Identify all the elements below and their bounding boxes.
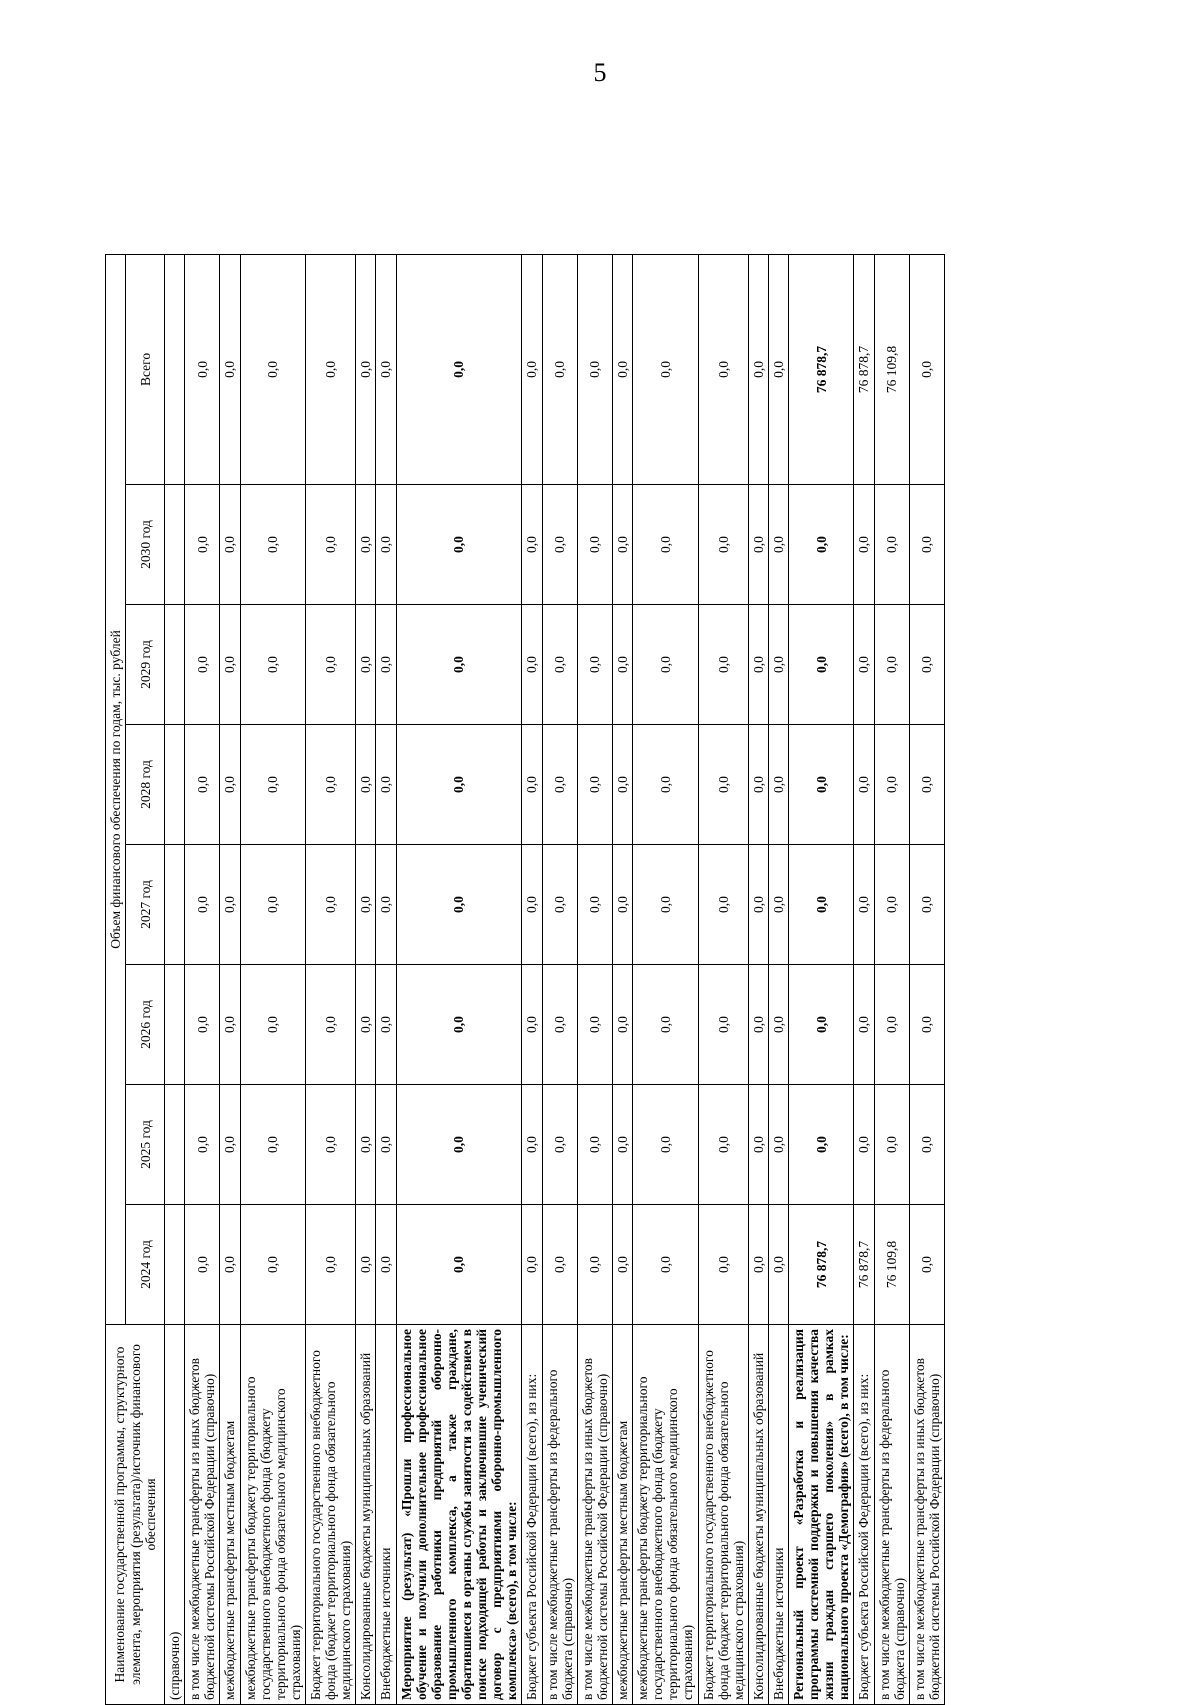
year-header-cell: 2026 год: [126, 965, 165, 1085]
row-name-cell: межбюджетные трансферты бюджету территориального государственного внебюджетного фонда (бюджету территориального фонда обязательного медицинского страхования): [240, 1325, 305, 1705]
row-value-cell: 0,0: [356, 1085, 376, 1205]
row-total-cell: 0,0: [768, 254, 788, 484]
row-value-cell: 0,0: [698, 605, 748, 725]
row-value-cell: 0,0: [633, 605, 698, 725]
table-row: [577, 254, 612, 1704]
row-value-cell: 0,0: [220, 485, 240, 605]
row-value-cell: 0,0: [909, 845, 944, 965]
table-row: [698, 254, 748, 1704]
row-value-cell: 0,0: [305, 1085, 355, 1205]
row-value-cell: 0,0: [874, 605, 909, 725]
row-value-cell: 0,0: [909, 725, 944, 845]
row-value-cell: 0,0: [874, 485, 909, 605]
row-name-cell: Мероприятие (результат) «Прошли профессиональное обучение и получили дополнительное профессиональное образование работники предприятий оборонно-промышленного комплекса, а также граждане, обратившиеся в органы службы занятости за содействием в поиске подходящей работы и заключившие ученический договор с предприятиями оборонно-промышленного комплекса» (всего), в том числе:: [396, 1325, 522, 1705]
row-value-cell: 0,0: [698, 965, 748, 1085]
row-name-cell: межбюджетные трансферты бюджету территориального государственного внебюджетного фонда (бюджету территориального фонда обязательного медицинского страхования): [633, 1325, 698, 1705]
row-name-cell: в том числе межбюджетные трансферты из иных бюджетов бюджетной системы Российской Федерации (справочно): [185, 1325, 220, 1705]
row-total-cell: 76 878,7: [854, 254, 874, 484]
row-value-cell: 0,0: [356, 485, 376, 605]
row-total-cell: 0,0: [748, 254, 768, 484]
row-value-cell: 0,0: [240, 725, 305, 845]
row-value-cell: 0,0: [522, 605, 542, 725]
row-value-cell: 0,0: [874, 845, 909, 965]
row-value-cell: 0,0: [185, 605, 220, 725]
row-value-cell: 0,0: [768, 1205, 788, 1325]
table-row: [220, 254, 240, 1704]
row-value-cell: 0,0: [633, 965, 698, 1085]
table-row: [633, 254, 698, 1704]
table-row: [356, 254, 376, 1704]
row-value-cell: 0,0: [522, 965, 542, 1085]
row-value-cell: [165, 605, 185, 725]
year-header-cell: 2029 год: [126, 605, 165, 725]
row-value-cell: 0,0: [577, 965, 612, 1085]
row-value-cell: 0,0: [376, 1085, 396, 1205]
row-name-cell: в том числе межбюджетные трансферты из иных бюджетов бюджетной системы Российской Федерации (справочно): [909, 1325, 944, 1705]
table-row: [396, 254, 522, 1704]
row-value-cell: 0,0: [633, 485, 698, 605]
row-value-cell: 0,0: [396, 485, 522, 605]
table-row: [522, 254, 542, 1704]
row-value-cell: 0,0: [240, 1205, 305, 1325]
row-value-cell: 0,0: [542, 485, 577, 605]
row-value-cell: 0,0: [356, 725, 376, 845]
year-header-cell: 2024 год: [126, 1205, 165, 1325]
row-value-cell: 0,0: [633, 725, 698, 845]
row-value-cell: 0,0: [542, 845, 577, 965]
row-total-cell: 76 109,8: [874, 254, 909, 484]
row-value-cell: 0,0: [356, 965, 376, 1085]
row-value-cell: 0,0: [577, 485, 612, 605]
row-value-cell: 0,0: [542, 605, 577, 725]
row-value-cell: 0,0: [612, 965, 632, 1085]
page-number: 5: [593, 58, 607, 87]
row-value-cell: 0,0: [220, 845, 240, 965]
row-name-cell: Региональный проект «Разработка и реализация программы системной поддержки и повышения качества жизни граждан старшего поколения» в рамках национального проекта «Демография» (всего), в том числе:: [789, 1325, 854, 1705]
year-header-cell: 2028 год: [126, 725, 165, 845]
row-value-cell: 0,0: [542, 965, 577, 1085]
row-total-cell: 0,0: [396, 254, 522, 484]
row-total-cell: 0,0: [633, 254, 698, 484]
row-name-cell: межбюджетные трансферты местным бюджетам: [612, 1325, 632, 1705]
table-row: [305, 254, 355, 1704]
row-name-cell: Консолидированные бюджеты муниципальных образований: [748, 1325, 768, 1705]
row-value-cell: 0,0: [854, 845, 874, 965]
row-value-cell: 0,0: [220, 1085, 240, 1205]
row-value-cell: 0,0: [522, 1205, 542, 1325]
row-total-cell: 76 878,7: [789, 254, 854, 484]
row-total-cell: 0,0: [612, 254, 632, 484]
row-value-cell: 0,0: [854, 485, 874, 605]
row-value-cell: 0,0: [240, 1085, 305, 1205]
row-value-cell: 0,0: [305, 845, 355, 965]
row-value-cell: 0,0: [185, 965, 220, 1085]
row-value-cell: 0,0: [854, 1085, 874, 1205]
row-value-cell: 0,0: [376, 485, 396, 605]
row-name-cell: Внебюджетные источники: [768, 1325, 788, 1705]
row-name-cell: Бюджет территориального государственного внебюджетного фонда (бюджет территориального фонда обязательного медицинского страхования): [698, 1325, 748, 1705]
row-total-cell: 0,0: [542, 254, 577, 484]
row-value-cell: 0,0: [748, 1085, 768, 1205]
row-value-cell: 0,0: [185, 1205, 220, 1325]
row-total-cell: 0,0: [240, 254, 305, 484]
row-value-cell: 0,0: [909, 605, 944, 725]
row-value-cell: 0,0: [240, 485, 305, 605]
row-value-cell: 0,0: [768, 605, 788, 725]
row-total-cell: 0,0: [522, 254, 542, 484]
row-value-cell: 0,0: [789, 605, 854, 725]
row-total-cell: 0,0: [698, 254, 748, 484]
row-name-cell: Внебюджетные источники: [376, 1325, 396, 1705]
row-value-cell: 0,0: [909, 965, 944, 1085]
row-value-cell: 76 878,7: [789, 1205, 854, 1325]
row-value-cell: 0,0: [396, 965, 522, 1085]
row-value-cell: 0,0: [698, 485, 748, 605]
row-value-cell: 0,0: [522, 725, 542, 845]
row-value-cell: 0,0: [612, 485, 632, 605]
row-value-cell: 0,0: [240, 605, 305, 725]
table-row: [185, 254, 220, 1704]
row-value-cell: 0,0: [376, 1205, 396, 1325]
row-value-cell: 0,0: [185, 845, 220, 965]
row-value-cell: 0,0: [698, 1205, 748, 1325]
row-value-cell: 0,0: [396, 725, 522, 845]
row-value-cell: 0,0: [577, 725, 612, 845]
row-value-cell: 0,0: [522, 485, 542, 605]
row-name-cell: в том числе межбюджетные трансферты из иных бюджетов бюджетной системы Российской Федерации (справочно): [577, 1325, 612, 1705]
row-value-cell: 0,0: [748, 1205, 768, 1325]
row-value-cell: 0,0: [240, 965, 305, 1085]
row-value-cell: 0,0: [874, 965, 909, 1085]
row-value-cell: [165, 1085, 185, 1205]
row-value-cell: 0,0: [396, 845, 522, 965]
table-row: [768, 254, 788, 1704]
row-name-cell: (справочно): [165, 1325, 185, 1705]
row-value-cell: 0,0: [220, 605, 240, 725]
row-value-cell: [165, 485, 185, 605]
row-value-cell: 0,0: [789, 845, 854, 965]
row-value-cell: 0,0: [577, 1085, 612, 1205]
row-value-cell: 0,0: [356, 845, 376, 965]
table-row: [376, 254, 396, 1704]
row-value-cell: 0,0: [577, 845, 612, 965]
row-value-cell: 0,0: [789, 485, 854, 605]
financing-table: [105, 254, 945, 1705]
row-name-cell: Бюджет субъекта Российской Федерации (всего), из них:: [854, 1325, 874, 1705]
row-value-cell: 76 878,7: [854, 1205, 874, 1325]
row-value-cell: 0,0: [789, 725, 854, 845]
row-value-cell: 0,0: [698, 845, 748, 965]
table-row: [612, 254, 632, 1704]
row-name-cell: Консолидированные бюджеты муниципальных образований: [356, 1325, 376, 1705]
row-name-cell: в том числе межбюджетные трансферты из федерального бюджета (справочно): [542, 1325, 577, 1705]
row-value-cell: 0,0: [577, 1205, 612, 1325]
row-value-cell: 0,0: [612, 1205, 632, 1325]
row-value-cell: 0,0: [305, 485, 355, 605]
row-value-cell: 0,0: [854, 725, 874, 845]
row-value-cell: 0,0: [612, 1085, 632, 1205]
row-value-cell: 0,0: [612, 845, 632, 965]
row-value-cell: 0,0: [748, 605, 768, 725]
table-row: [854, 254, 874, 1704]
row-value-cell: [165, 845, 185, 965]
row-total-cell: 0,0: [909, 254, 944, 484]
row-value-cell: 0,0: [768, 485, 788, 605]
row-value-cell: 0,0: [522, 1085, 542, 1205]
row-name-cell: в том числе межбюджетные трансферты из федерального бюджета (справочно): [874, 1325, 909, 1705]
row-total-cell: 0,0: [577, 254, 612, 484]
table-row: [542, 254, 577, 1704]
year-header-cell: 2027 год: [126, 845, 165, 965]
row-value-cell: 0,0: [633, 1205, 698, 1325]
row-value-cell: 0,0: [396, 605, 522, 725]
row-name-cell: Бюджет территориального государственного внебюджетного фонда (бюджет территориального фонда обязательного медицинского страхования): [305, 1325, 355, 1705]
row-value-cell: 0,0: [577, 605, 612, 725]
row-value-cell: 0,0: [305, 1205, 355, 1325]
row-value-cell: 0,0: [909, 485, 944, 605]
row-value-cell: 0,0: [874, 725, 909, 845]
row-value-cell: 0,0: [768, 725, 788, 845]
row-value-cell: 0,0: [376, 965, 396, 1085]
row-value-cell: [165, 965, 185, 1085]
row-value-cell: 0,0: [542, 1085, 577, 1205]
row-value-cell: 0,0: [748, 485, 768, 605]
row-value-cell: 0,0: [909, 1085, 944, 1205]
row-value-cell: 0,0: [305, 605, 355, 725]
header-name-cell: Наименование государственной программы, структурного элемента, мероприятия (результата)/источник финансового обеспечения: [106, 1325, 165, 1705]
year-header-cell: 2030 год: [126, 485, 165, 605]
row-value-cell: 0,0: [376, 725, 396, 845]
row-value-cell: 0,0: [240, 845, 305, 965]
row-value-cell: 0,0: [356, 605, 376, 725]
table-row: [748, 254, 768, 1704]
row-value-cell: 0,0: [612, 725, 632, 845]
row-total-cell: [165, 254, 185, 484]
row-value-cell: 0,0: [909, 1205, 944, 1325]
row-value-cell: 0,0: [789, 965, 854, 1085]
row-name-cell: межбюджетные трансферты местным бюджетам: [220, 1325, 240, 1705]
table-row: [240, 254, 305, 1704]
row-value-cell: 0,0: [854, 965, 874, 1085]
row-value-cell: 0,0: [396, 1205, 522, 1325]
table-row: [874, 254, 909, 1704]
table-row: [165, 254, 185, 1704]
row-value-cell: 0,0: [185, 725, 220, 845]
row-value-cell: 0,0: [185, 485, 220, 605]
row-value-cell: 0,0: [376, 845, 396, 965]
row-value-cell: 0,0: [376, 605, 396, 725]
row-value-cell: 0,0: [305, 725, 355, 845]
row-value-cell: 0,0: [220, 725, 240, 845]
row-name-cell: Бюджет субъекта Российской Федерации (всего), из них:: [522, 1325, 542, 1705]
row-value-cell: 0,0: [748, 965, 768, 1085]
row-total-cell: 0,0: [220, 254, 240, 484]
row-value-cell: 0,0: [789, 1085, 854, 1205]
row-value-cell: [165, 725, 185, 845]
total-header-cell: Всего: [126, 254, 165, 484]
table-row: [909, 254, 944, 1704]
year-header-cell: 2025 год: [126, 1085, 165, 1205]
row-value-cell: 0,0: [633, 1085, 698, 1205]
row-value-cell: 0,0: [185, 1085, 220, 1205]
row-value-cell: 0,0: [854, 605, 874, 725]
row-value-cell: [165, 1205, 185, 1325]
row-value-cell: 0,0: [748, 725, 768, 845]
row-value-cell: 0,0: [633, 845, 698, 965]
row-value-cell: 0,0: [612, 605, 632, 725]
row-value-cell: 76 109,8: [874, 1205, 909, 1325]
rotated-table-container: [105, 255, 1155, 1705]
row-value-cell: 0,0: [220, 1205, 240, 1325]
row-value-cell: 0,0: [220, 965, 240, 1085]
row-total-cell: 0,0: [376, 254, 396, 484]
row-value-cell: 0,0: [542, 1205, 577, 1325]
row-value-cell: 0,0: [874, 1085, 909, 1205]
row-value-cell: 0,0: [768, 845, 788, 965]
row-value-cell: 0,0: [748, 845, 768, 965]
row-total-cell: 0,0: [305, 254, 355, 484]
row-total-cell: 0,0: [356, 254, 376, 484]
row-value-cell: 0,0: [768, 1085, 788, 1205]
row-value-cell: 0,0: [305, 965, 355, 1085]
row-value-cell: 0,0: [698, 1085, 748, 1205]
row-value-cell: 0,0: [698, 725, 748, 845]
row-value-cell: 0,0: [356, 1205, 376, 1325]
row-value-cell: 0,0: [542, 725, 577, 845]
header-group-cell: Объем финансового обеспечения по годам, тыс. рублей: [106, 254, 126, 1324]
row-total-cell: 0,0: [185, 254, 220, 484]
row-value-cell: 0,0: [522, 845, 542, 965]
table-row: [789, 254, 854, 1704]
table-body: [165, 254, 945, 1704]
row-value-cell: 0,0: [396, 1085, 522, 1205]
row-value-cell: 0,0: [768, 965, 788, 1085]
